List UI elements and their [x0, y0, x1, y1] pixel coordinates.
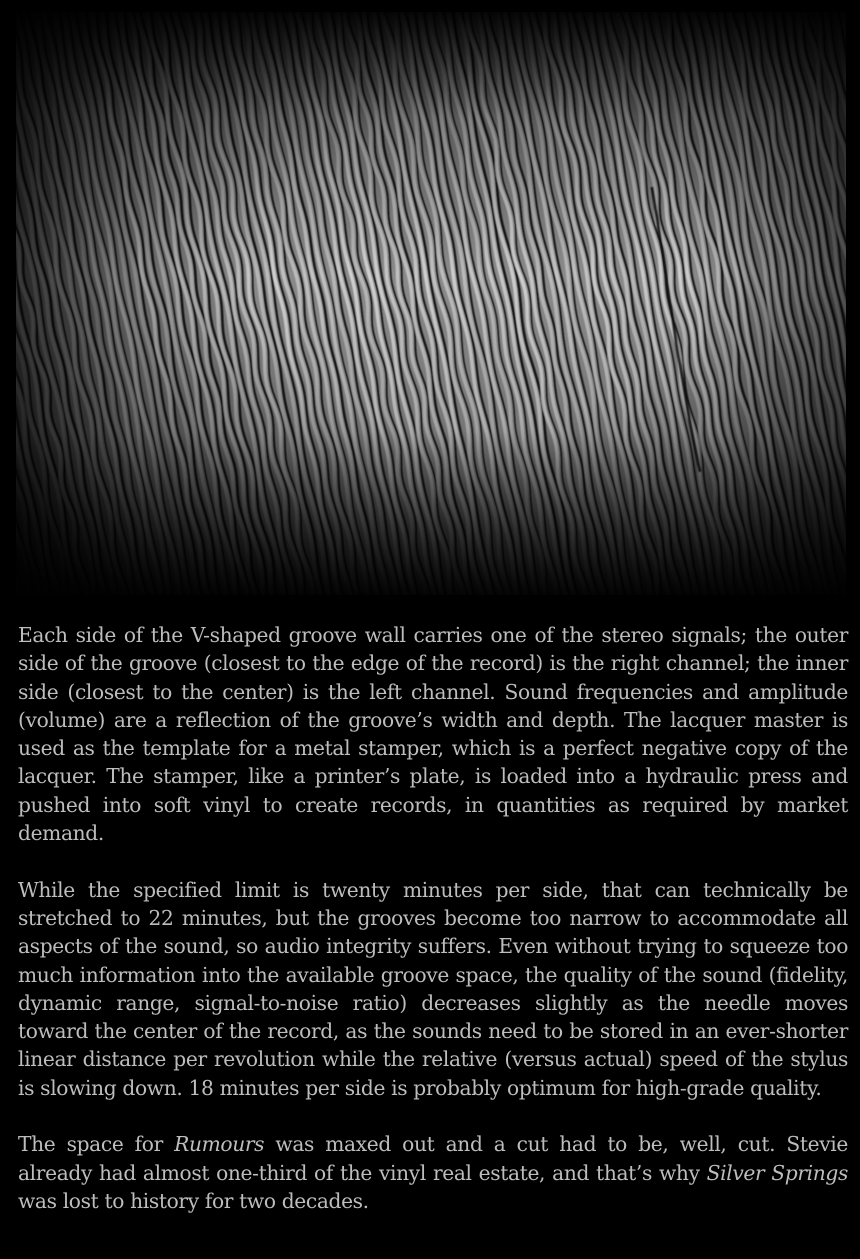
- album-title: Rumours: [174, 1132, 265, 1157]
- groove-macro-image: [16, 12, 846, 595]
- paragraph-side-length: While the specified limit is twenty minutes per side, that can technically be stretched to 22 minutes, but the grooves become too narrow to accommodate all aspects of the sound, so audio integrity suffers. Even without trying to squeeze too much information into the available groove space, the quality of the sound (fidelity, dynamic range, signal-to-noise ratio) decreases slightly as the needle moves toward the center of the record, as the sounds need to be stored in an ever-shorter linear distance per revolution while the relative (versus actual) speed of the stylus is slowing down. 18 minutes per side is probably optimum for high-grade quality.: [18, 877, 848, 1100]
- vinyl-groove-photo: [16, 12, 846, 595]
- paragraph-groove-stereo: Each side of the V-shaped groove wall carries one of the stereo signals; the outer side of the groove (closest to the edge of the record) is the right channel; the inner side (closest to the center) is the left channel. Sound frequencies and amplitude (volume) are a reflection of the groove’s width and depth. The lacquer master is used as the template for a metal stamper, which is a perfect negative copy of the lacquer. The stamper, like a printer’s plate, is loaded into a hydraulic press and pushed into soft vinyl to create records, in quantities as required by market demand.: [18, 623, 848, 846]
- closing-text-3: was lost to history for two decades.: [18, 1188, 369, 1213]
- closing-text-1: The space for: [18, 1132, 175, 1157]
- song-title: Silver Springs: [706, 1160, 848, 1185]
- paragraph-rumours: [18, 1130, 848, 1215]
- closing-text-2: was maxed out and a cut had to be, well, cut. Stevie already had almost one-third of the vinyl real estate, and that’s why: [18, 1132, 848, 1185]
- article-body: [18, 621, 848, 1244]
